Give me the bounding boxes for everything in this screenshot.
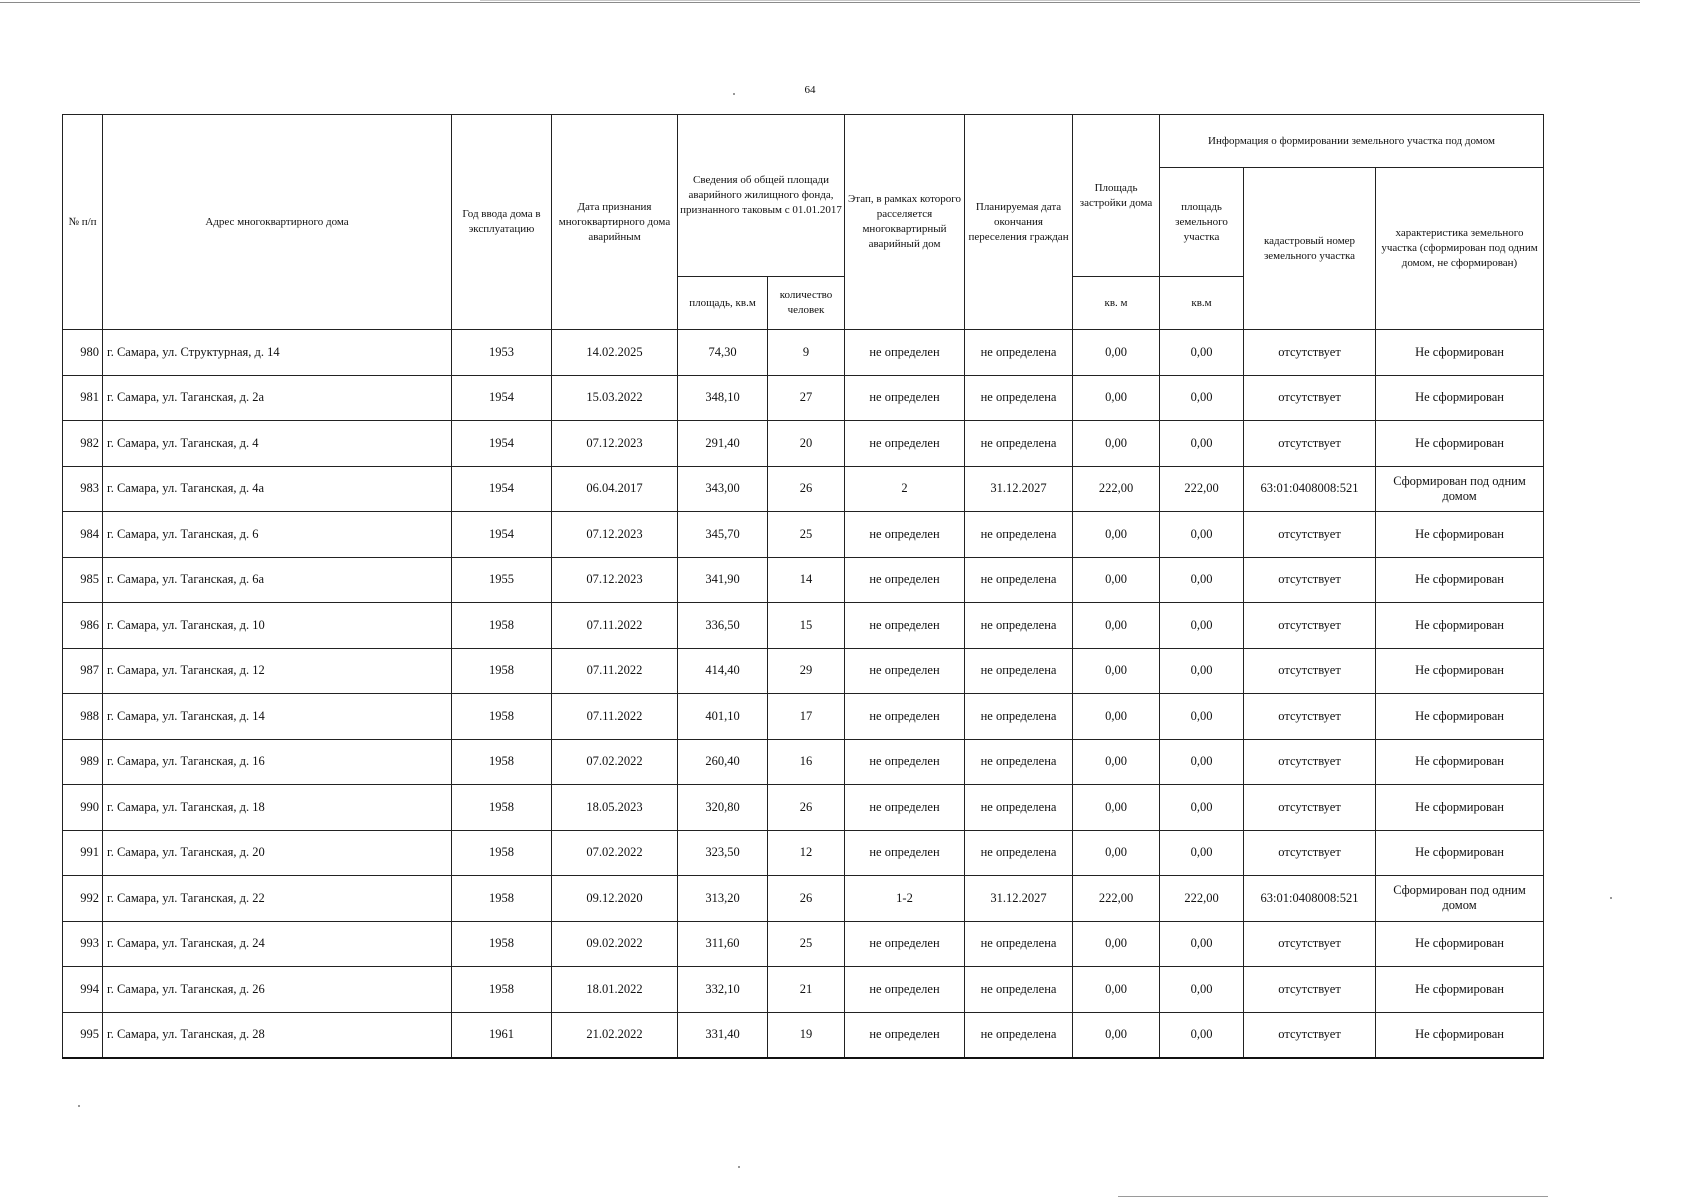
row-number: 995 xyxy=(63,1012,103,1058)
row-people: 16 xyxy=(768,739,845,785)
row-year: 1958 xyxy=(452,967,552,1013)
table-row xyxy=(63,785,1544,831)
row-year: 1953 xyxy=(452,330,552,376)
row-address: г. Самара, ул. Таганская, д. 2а xyxy=(103,375,452,421)
row-build-area: 0,00 xyxy=(1073,512,1160,558)
row-people: 9 xyxy=(768,330,845,376)
row-area: 348,10 xyxy=(678,375,768,421)
table-row xyxy=(63,466,1544,512)
row-number: 991 xyxy=(63,830,103,876)
row-area: 414,40 xyxy=(678,648,768,694)
row-stage: не определен xyxy=(845,330,965,376)
scan-speck xyxy=(78,1105,80,1107)
row-number: 981 xyxy=(63,375,103,421)
table-row xyxy=(63,375,1544,421)
row-planned-date: не определена xyxy=(965,785,1073,831)
row-people: 25 xyxy=(768,921,845,967)
header-land-char: характеристика земельного участка (сформирован под одним домом, не сформирован) xyxy=(1376,168,1544,330)
row-address: г. Самара, ул. Таганская, д. 4 xyxy=(103,421,452,467)
row-people: 26 xyxy=(768,876,845,922)
row-area: 341,90 xyxy=(678,557,768,603)
row-stage: не определен xyxy=(845,512,965,558)
row-stage: 2 xyxy=(845,466,965,512)
row-recognition-date: 06.04.2017 xyxy=(552,466,678,512)
row-area: 313,20 xyxy=(678,876,768,922)
row-people: 21 xyxy=(768,967,845,1013)
row-people: 15 xyxy=(768,603,845,649)
row-people: 29 xyxy=(768,648,845,694)
header-num: № п/п xyxy=(63,115,103,330)
row-recognition-date: 18.05.2023 xyxy=(552,785,678,831)
row-area: 260,40 xyxy=(678,739,768,785)
row-cadastral: отсутствует xyxy=(1244,375,1376,421)
row-cadastral: отсутствует xyxy=(1244,1012,1376,1058)
row-number: 982 xyxy=(63,421,103,467)
row-year: 1961 xyxy=(452,1012,552,1058)
emergency-housing-table xyxy=(62,114,1544,1059)
row-land-area: 0,00 xyxy=(1160,921,1244,967)
header-stage: Этап, в рамках которого расселяется многоквартирный аварийный дом xyxy=(845,115,965,330)
row-land-char: Не сформирован xyxy=(1376,739,1544,785)
row-planned-date: не определена xyxy=(965,1012,1073,1058)
row-build-area: 0,00 xyxy=(1073,421,1160,467)
header-recognition-date: Дата признания многоквартирного дома аварийным xyxy=(552,115,678,330)
row-land-area: 0,00 xyxy=(1160,694,1244,740)
row-year: 1958 xyxy=(452,876,552,922)
row-build-area: 0,00 xyxy=(1073,1012,1160,1058)
table-row xyxy=(63,967,1544,1013)
row-cadastral: отсутствует xyxy=(1244,739,1376,785)
row-address: г. Самара, ул. Таганская, д. 22 xyxy=(103,876,452,922)
row-stage: не определен xyxy=(845,1012,965,1058)
row-build-area: 0,00 xyxy=(1073,557,1160,603)
table-row xyxy=(63,330,1544,376)
row-stage: не определен xyxy=(845,421,965,467)
row-land-area: 0,00 xyxy=(1160,1012,1244,1058)
row-address: г. Самара, ул. Таганская, д. 24 xyxy=(103,921,452,967)
row-land-char: Не сформирован xyxy=(1376,375,1544,421)
row-planned-date: 31.12.2027 xyxy=(965,466,1073,512)
row-stage: не определен xyxy=(845,557,965,603)
row-stage: не определен xyxy=(845,830,965,876)
header-year: Год ввода дома в эксплуатацию xyxy=(452,115,552,330)
row-land-char: Сформирован под одним домом xyxy=(1376,466,1544,512)
row-year: 1954 xyxy=(452,512,552,558)
row-area: 343,00 xyxy=(678,466,768,512)
row-recognition-date: 07.02.2022 xyxy=(552,739,678,785)
row-cadastral: отсутствует xyxy=(1244,330,1376,376)
table-row xyxy=(63,512,1544,558)
row-number: 992 xyxy=(63,876,103,922)
row-cadastral: отсутствует xyxy=(1244,967,1376,1013)
row-address: г. Самара, ул. Таганская, д. 28 xyxy=(103,1012,452,1058)
header-cadastral: кадастровый номер земельного участка xyxy=(1244,168,1376,330)
row-address: г. Самара, ул. Таганская, д. 16 xyxy=(103,739,452,785)
row-build-area: 0,00 xyxy=(1073,330,1160,376)
row-planned-date: не определена xyxy=(965,921,1073,967)
row-address: г. Самара, ул. Таганская, д. 20 xyxy=(103,830,452,876)
row-number: 983 xyxy=(63,466,103,512)
row-cadastral: отсутствует xyxy=(1244,557,1376,603)
row-land-char: Не сформирован xyxy=(1376,921,1544,967)
row-land-char: Сформирован под одним домом xyxy=(1376,876,1544,922)
row-cadastral: отсутствует xyxy=(1244,512,1376,558)
row-recognition-date: 07.11.2022 xyxy=(552,694,678,740)
row-build-area: 0,00 xyxy=(1073,694,1160,740)
row-people: 20 xyxy=(768,421,845,467)
table-row xyxy=(63,830,1544,876)
row-year: 1958 xyxy=(452,648,552,694)
row-address: г. Самара, ул. Структурная, д. 14 xyxy=(103,330,452,376)
row-people: 25 xyxy=(768,512,845,558)
row-planned-date: не определена xyxy=(965,648,1073,694)
row-recognition-date: 07.11.2022 xyxy=(552,648,678,694)
row-number: 993 xyxy=(63,921,103,967)
row-number: 988 xyxy=(63,694,103,740)
row-build-area: 0,00 xyxy=(1073,830,1160,876)
row-people: 19 xyxy=(768,1012,845,1058)
row-cadastral: отсутствует xyxy=(1244,603,1376,649)
row-cadastral: отсутствует xyxy=(1244,785,1376,831)
header-land-area: площадь земельного участка xyxy=(1160,168,1244,277)
row-build-area: 0,00 xyxy=(1073,967,1160,1013)
header-land-unit: кв.м xyxy=(1160,277,1244,330)
row-cadastral: отсутствует xyxy=(1244,694,1376,740)
row-stage: не определен xyxy=(845,967,965,1013)
header-address: Адрес многоквартирного дома xyxy=(103,115,452,330)
row-land-area: 222,00 xyxy=(1160,876,1244,922)
row-cadastral: 63:01:0408008:521 xyxy=(1244,466,1376,512)
header-area: площадь, кв.м xyxy=(678,277,768,330)
row-year: 1954 xyxy=(452,466,552,512)
row-area: 401,10 xyxy=(678,694,768,740)
row-land-area: 0,00 xyxy=(1160,648,1244,694)
row-year: 1958 xyxy=(452,830,552,876)
row-recognition-date: 09.12.2020 xyxy=(552,876,678,922)
page-number: 64 xyxy=(804,84,816,96)
table-row xyxy=(63,694,1544,740)
row-build-area: 0,00 xyxy=(1073,603,1160,649)
row-cadastral: 63:01:0408008:521 xyxy=(1244,876,1376,922)
row-stage: не определен xyxy=(845,921,965,967)
header-area-info: Сведения об общей площади аварийного жилищного фонда, признанного таковым с 01.01.2017 xyxy=(678,115,845,277)
row-land-char: Не сформирован xyxy=(1376,1012,1544,1058)
row-recognition-date: 18.01.2022 xyxy=(552,967,678,1013)
row-land-char: Не сформирован xyxy=(1376,421,1544,467)
table-row xyxy=(63,876,1544,922)
row-address: г. Самара, ул. Таганская, д. 14 xyxy=(103,694,452,740)
header-build-area: Площадь застройки дома xyxy=(1073,115,1160,277)
row-land-area: 0,00 xyxy=(1160,785,1244,831)
row-recognition-date: 07.12.2023 xyxy=(552,512,678,558)
row-stage: не определен xyxy=(845,603,965,649)
row-cadastral: отсутствует xyxy=(1244,648,1376,694)
row-land-area: 0,00 xyxy=(1160,830,1244,876)
row-area: 336,50 xyxy=(678,603,768,649)
row-planned-date: не определена xyxy=(965,330,1073,376)
row-planned-date: не определена xyxy=(965,603,1073,649)
row-address: г. Самара, ул. Таганская, д. 26 xyxy=(103,967,452,1013)
row-land-area: 0,00 xyxy=(1160,557,1244,603)
row-land-char: Не сформирован xyxy=(1376,330,1544,376)
row-land-area: 0,00 xyxy=(1160,330,1244,376)
row-address: г. Самара, ул. Таганская, д. 18 xyxy=(103,785,452,831)
row-land-char: Не сформирован xyxy=(1376,603,1544,649)
row-number: 990 xyxy=(63,785,103,831)
header-planned-date: Планируемая дата окончания переселения граждан xyxy=(965,115,1073,330)
row-planned-date: не определена xyxy=(965,967,1073,1013)
row-address: г. Самара, ул. Таганская, д. 10 xyxy=(103,603,452,649)
table-row xyxy=(63,739,1544,785)
row-year: 1958 xyxy=(452,694,552,740)
row-planned-date: не определена xyxy=(965,739,1073,785)
row-recognition-date: 09.02.2022 xyxy=(552,921,678,967)
row-address: г. Самара, ул. Таганская, д. 6а xyxy=(103,557,452,603)
row-land-char: Не сформирован xyxy=(1376,557,1544,603)
row-land-char: Не сформирован xyxy=(1376,512,1544,558)
row-people: 27 xyxy=(768,375,845,421)
header-build-unit: кв. м xyxy=(1073,277,1160,330)
row-planned-date: не определена xyxy=(965,421,1073,467)
row-planned-date: не определена xyxy=(965,512,1073,558)
row-recognition-date: 07.12.2023 xyxy=(552,557,678,603)
row-area: 323,50 xyxy=(678,830,768,876)
table-row xyxy=(63,603,1544,649)
row-cadastral: отсутствует xyxy=(1244,421,1376,467)
row-year: 1958 xyxy=(452,921,552,967)
scan-speck xyxy=(1610,897,1612,899)
row-people: 26 xyxy=(768,785,845,831)
row-year: 1958 xyxy=(452,603,552,649)
row-land-area: 0,00 xyxy=(1160,967,1244,1013)
row-land-area: 222,00 xyxy=(1160,466,1244,512)
row-land-area: 0,00 xyxy=(1160,375,1244,421)
row-recognition-date: 15.03.2022 xyxy=(552,375,678,421)
row-cadastral: отсутствует xyxy=(1244,830,1376,876)
row-planned-date: 31.12.2027 xyxy=(965,876,1073,922)
row-land-char: Не сформирован xyxy=(1376,648,1544,694)
table-row xyxy=(63,648,1544,694)
row-area: 291,40 xyxy=(678,421,768,467)
row-number: 994 xyxy=(63,967,103,1013)
row-area: 320,80 xyxy=(678,785,768,831)
row-year: 1954 xyxy=(452,421,552,467)
row-recognition-date: 07.02.2022 xyxy=(552,830,678,876)
row-year: 1958 xyxy=(452,739,552,785)
row-year: 1954 xyxy=(452,375,552,421)
row-recognition-date: 14.02.2025 xyxy=(552,330,678,376)
scan-speck xyxy=(738,1166,740,1168)
row-year: 1958 xyxy=(452,785,552,831)
row-stage: не определен xyxy=(845,648,965,694)
row-land-area: 0,00 xyxy=(1160,603,1244,649)
row-address: г. Самара, ул. Таганская, д. 4а xyxy=(103,466,452,512)
row-build-area: 0,00 xyxy=(1073,375,1160,421)
row-people: 14 xyxy=(768,557,845,603)
row-area: 311,60 xyxy=(678,921,768,967)
row-address: г. Самара, ул. Таганская, д. 6 xyxy=(103,512,452,558)
row-people: 17 xyxy=(768,694,845,740)
row-area: 332,10 xyxy=(678,967,768,1013)
row-build-area: 0,00 xyxy=(1073,785,1160,831)
row-year: 1955 xyxy=(452,557,552,603)
table-row xyxy=(63,1012,1544,1058)
row-build-area: 222,00 xyxy=(1073,876,1160,922)
row-address: г. Самара, ул. Таганская, д. 12 xyxy=(103,648,452,694)
row-stage: не определен xyxy=(845,785,965,831)
scan-edge-line xyxy=(480,0,1640,1)
row-build-area: 0,00 xyxy=(1073,739,1160,785)
row-planned-date: не определена xyxy=(965,694,1073,740)
row-build-area: 0,00 xyxy=(1073,648,1160,694)
table-row xyxy=(63,421,1544,467)
row-stage: 1-2 xyxy=(845,876,965,922)
row-area: 74,30 xyxy=(678,330,768,376)
row-land-area: 0,00 xyxy=(1160,739,1244,785)
scan-edge-line xyxy=(1118,1196,1548,1197)
row-stage: не определен xyxy=(845,694,965,740)
row-number: 989 xyxy=(63,739,103,785)
row-people: 12 xyxy=(768,830,845,876)
row-number: 984 xyxy=(63,512,103,558)
row-number: 980 xyxy=(63,330,103,376)
table-row xyxy=(63,557,1544,603)
row-build-area: 222,00 xyxy=(1073,466,1160,512)
header-people: количество человек xyxy=(768,277,845,330)
row-area: 331,40 xyxy=(678,1012,768,1058)
row-recognition-date: 21.02.2022 xyxy=(552,1012,678,1058)
row-land-char: Не сформирован xyxy=(1376,830,1544,876)
row-land-char: Не сформирован xyxy=(1376,694,1544,740)
row-land-area: 0,00 xyxy=(1160,512,1244,558)
row-land-area: 0,00 xyxy=(1160,421,1244,467)
row-people: 26 xyxy=(768,466,845,512)
row-land-char: Не сформирован xyxy=(1376,967,1544,1013)
row-stage: не определен xyxy=(845,739,965,785)
scan-edge-line xyxy=(0,2,1640,3)
row-planned-date: не определена xyxy=(965,830,1073,876)
scan-speck xyxy=(733,93,735,95)
row-recognition-date: 07.12.2023 xyxy=(552,421,678,467)
header-land-info: Информация о формировании земельного участка под домом xyxy=(1160,115,1544,168)
row-build-area: 0,00 xyxy=(1073,921,1160,967)
table-row xyxy=(63,921,1544,967)
row-planned-date: не определена xyxy=(965,375,1073,421)
row-land-char: Не сформирован xyxy=(1376,785,1544,831)
row-number: 987 xyxy=(63,648,103,694)
row-stage: не определен xyxy=(845,375,965,421)
row-number: 986 xyxy=(63,603,103,649)
row-number: 985 xyxy=(63,557,103,603)
row-area: 345,70 xyxy=(678,512,768,558)
row-planned-date: не определена xyxy=(965,557,1073,603)
row-cadastral: отсутствует xyxy=(1244,921,1376,967)
row-recognition-date: 07.11.2022 xyxy=(552,603,678,649)
